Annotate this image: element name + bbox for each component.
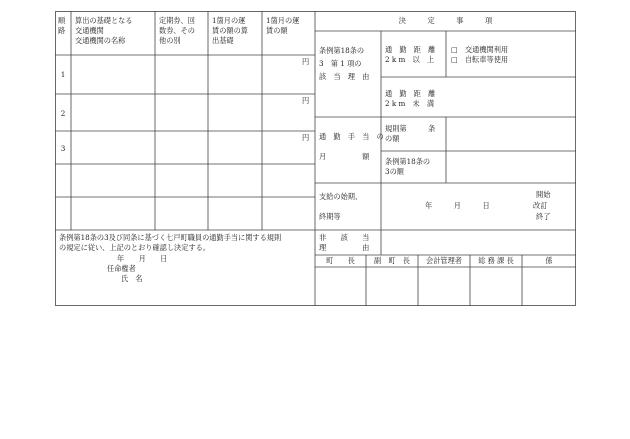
confirmation-statement: 条例第18条の3及び同条に基づく七戸町職員の通勤手当に関する規則 の規定に従い、上記のとおり確認し決定する。 [59, 233, 282, 252]
approval-general-affairs-chief: 総 務 課 長 [478, 256, 514, 265]
status-end: 終了 [536, 212, 551, 221]
header-ticket-type: 定期券、回 数券、その 他の別 [159, 16, 195, 45]
status-revise: 改訂 [533, 201, 548, 210]
row-2-yen-unit: 円 [302, 96, 310, 105]
period-date-ymd: 年 月 日 [425, 201, 490, 210]
row-3-number: 3 [60, 144, 66, 153]
distance-under-2km: 通 勤 距 離 2 k m 未 満 [385, 89, 436, 108]
distance-2km-or-more: 通 勤 距 離 2 k m 以 上 [385, 45, 436, 64]
status-start: 開始 [536, 190, 551, 199]
row-2-number: 2 [60, 109, 66, 118]
applicable-reason-label: 条例第18条の 3 第 1 項の 該 当 理 由 [319, 46, 370, 81]
header-fare-amount: 1箇月の運 賃の額 [266, 16, 300, 35]
commuting-allowance-form [55, 11, 576, 306]
decision-items-title: 決 定 事 項 [398, 16, 493, 25]
row-1-number: 1 [60, 70, 66, 79]
approval-deputy-mayor: 副 町 長 [374, 256, 410, 265]
appointer-name: 氏 名 [121, 274, 143, 283]
confirmation-date: 年 月 日 [117, 254, 168, 263]
approval-accounting-manager: 会計管理者 [426, 256, 462, 265]
header-fare-basis: 1箇月の運 賃の額の算 出基礎 [212, 16, 248, 45]
approval-mayor: 町 長 [326, 256, 355, 265]
header-route-number: 順 路 [58, 16, 66, 35]
option-bicycle: □ 自転車等使用 [451, 55, 509, 64]
row-1-yen-unit: 円 [302, 57, 310, 66]
row-3-yen-unit: 円 [302, 133, 310, 142]
payment-period-label: 支給の始期、 終期等 [319, 192, 363, 221]
approval-staff: 係 [545, 256, 553, 265]
header-transport-name: 算出の基礎となる 交通機関 交通機関の名称 [75, 16, 133, 45]
ordinance-amount-label: 条例第18条の 3の額 [385, 157, 431, 176]
non-applicable-reason-label: 非 該 当 理 由 [319, 233, 370, 252]
option-public-transit: □ 交通機関利用 [451, 45, 509, 54]
monthly-allowance-label: 通 勤 手 当 の 月 額 [319, 132, 384, 161]
appointing-authority: 任命権者 [107, 264, 136, 273]
rule-amount-label: 規則第 条 の額 [385, 124, 436, 143]
